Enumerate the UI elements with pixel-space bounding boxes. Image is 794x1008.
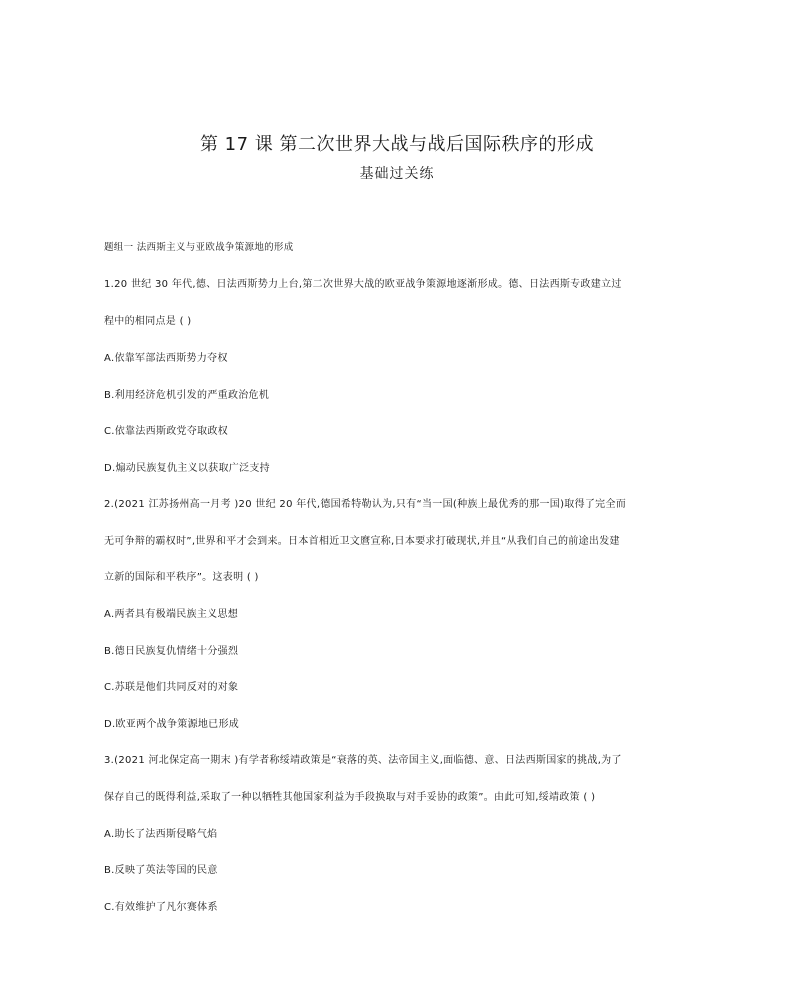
question-1-option-b: B.利用经济危机引发的严重政治危机 [104,390,270,401]
question-3-option-a: A.助长了法西斯侵略气焰 [104,829,218,840]
question-1-option-a: A.依靠军部法西斯势力夺权 [104,353,228,364]
question-1-option-c: C.依靠法西斯政党夺取政权 [104,426,229,437]
question-1-stem-line-1: 1.20 世纪 30 年代,德、日法西斯势力上台,第二次世界大战的欧亚战争策源地逐渐形成。德、日法西斯专政建立过 [104,279,622,290]
question-3-option-b: B.反映了英法等国的民意 [104,865,218,876]
question-2-option-c: C.苏联是他们共同反对的对象 [104,682,239,693]
page-subtitle: 基础过关练 [359,166,435,182]
question-3-stem-line-1: 3.(2021 河北保定高一期末 )有学者称绥靖政策是“衰落的英、法帝国主义,面临德、意、日法西斯国家的挑战,为了 [104,755,622,766]
question-3-option-c: C.有效维护了凡尔赛体系 [104,902,218,913]
page-title: 第 17 课 第二次世界大战与战后国际秩序的形成 [199,134,595,155]
question-2-stem-line-3: 立新的国际和平秩序”。这表明 ( ) [104,572,259,583]
question-2-option-d: D.欧亚两个战争策源地已形成 [104,719,240,730]
question-2-option-a: A.两者具有极端民族主义思想 [104,609,239,620]
question-1-option-d: D.煽动民族复仇主义以获取广泛支持 [104,463,270,474]
section-heading: 题组一 法西斯主义与亚欧战争策源地的形成 [104,242,294,253]
question-2-stem-line-1: 2.(2021 江苏扬州高一月考 )20 世纪 20 年代,德国希特勒认为,只有“当一国(种族上最优秀的那一国)取得了完全而 [104,499,627,510]
question-1-stem-line-2: 程中的相同点是 ( ) [104,316,192,327]
question-3-stem-line-2: 保存自己的既得利益,采取了一种以牺牲其他国家利益为手段换取与对手妥协的政策”。由此可知,绥靖政策 ( ) [104,792,596,803]
question-2-stem-line-2: 无可争辩的霸权时”,世界和平才会到来。日本首相近卫文麿宣称,日本要求打破现状,并且“从我们自己的前途出发建 [104,536,620,547]
question-2-option-b: B.德日民族复仇情绪十分强烈 [104,646,239,657]
